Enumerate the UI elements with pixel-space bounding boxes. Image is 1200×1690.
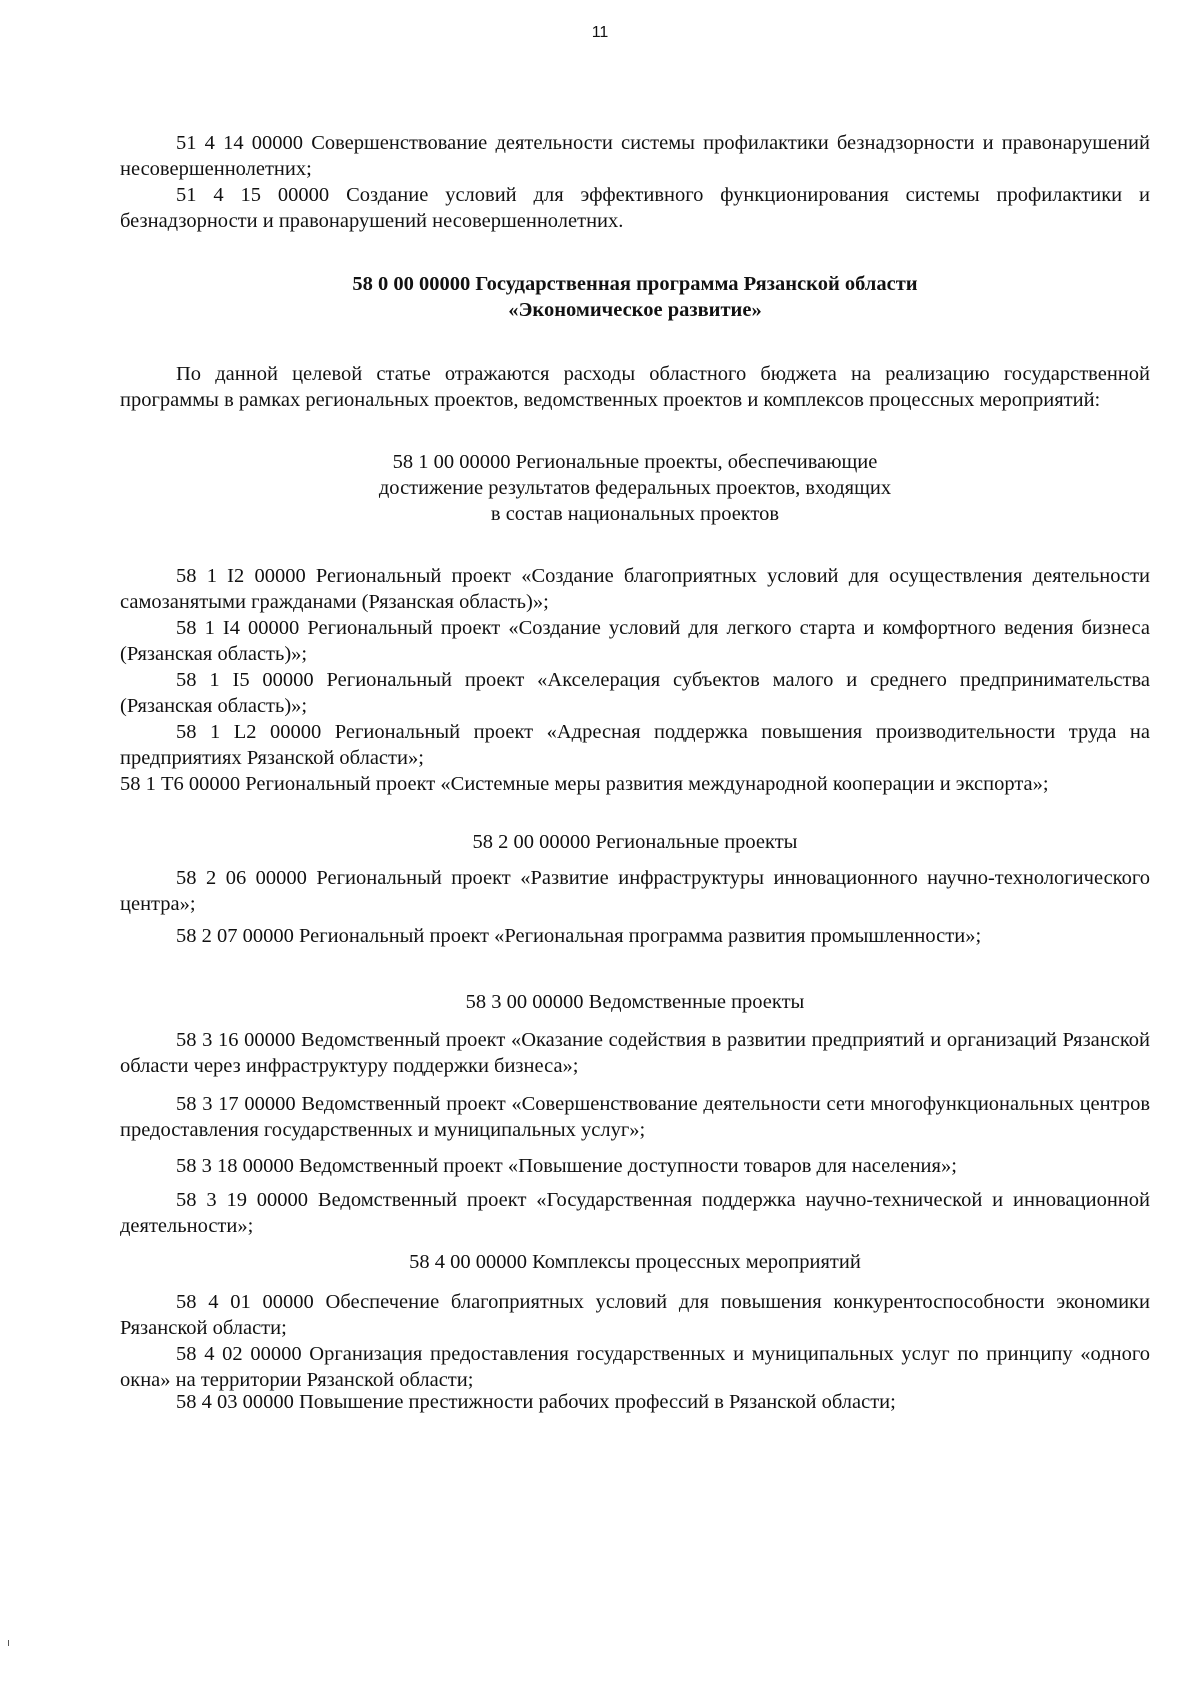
paragraph-58-2-06: 58 2 06 00000 Региональный проект «Развитие инфраструктуры инновационного научно-технологического центра»; xyxy=(120,867,1150,915)
paragraph-58-3-17: 58 3 17 00000 Ведомственный проект «Совершенствование деятельности сети многофункциональных центров предоставления государственных и муниципальных услуг»; xyxy=(120,1093,1150,1141)
section-heading-58-1-line-2: достижение результатов федеральных проектов, входящих xyxy=(378,477,892,499)
paragraph-51-4-14: 51 4 14 00000 Совершенствование деятельности системы профилактики безнадзорности и правонарушений несовершеннолетних; xyxy=(120,132,1150,180)
paragraph-58-3-16: 58 3 16 00000 Ведомственный проект «Оказание содействия в развитии предприятий и организаций Рязанской области через инфраструктуру поддержки бизнеса»; xyxy=(120,1029,1150,1077)
paragraph-58-2-07: 58 2 07 00000 Региональный проект «Региональная программа развития промышленности»; xyxy=(176,925,982,947)
program-title-line-2: «Экономическое развитие» xyxy=(508,299,762,321)
paragraph-58-4-03: 58 4 03 00000 Повышение престижности рабочих профессий в Рязанской области; xyxy=(176,1391,896,1413)
section-heading-58-2: 58 2 00 00000 Региональные проекты xyxy=(472,831,798,853)
page-number: 11 xyxy=(591,24,609,41)
paragraph-58-1-t6: 58 1 Т6 00000 Региональный проект «Системные меры развития международной кооперации и экспорта»; xyxy=(120,773,1049,795)
paragraph-58-4-02: 58 4 02 00000 Организация предоставления государственных и муниципальных услуг по принципу «одного окна» на территории Рязанской области; xyxy=(120,1343,1150,1391)
section-heading-58-1-line-1: 58 1 00 00000 Региональные проекты, обеспечивающие xyxy=(392,451,878,473)
paragraph-58-1-i4: 58 1 I4 00000 Региональный проект «Создание условий для легкого старта и комфортного ведения бизнеса (Рязанская область)»; xyxy=(120,617,1150,665)
paragraph-58-3-18: 58 3 18 00000 Ведомственный проект «Повышение доступности товаров для населения»; xyxy=(176,1155,957,1177)
section-heading-58-3: 58 3 00 00000 Ведомственные проекты xyxy=(465,991,805,1013)
paragraph-58-1-i5: 58 1 I5 00000 Региональный проект «Акселерация субъектов малого и среднего предпринимательства (Рязанская область)»; xyxy=(120,669,1150,717)
section-heading-58-1-line-3: в состав национальных проектов xyxy=(490,503,780,525)
paragraph-58-4-01: 58 4 01 00000 Обеспечение благоприятных условий для повышения конкурентоспособности экономики Рязанской области; xyxy=(120,1291,1150,1339)
section-heading-58-4: 58 4 00 00000 Комплексы процессных мероприятий xyxy=(409,1251,861,1273)
scan-edge-mark xyxy=(8,1640,9,1646)
paragraph-58-1-i2: 58 1 I2 00000 Региональный проект «Создание благоприятных условий для осуществления деятельности самозанятыми гражданами (Рязанская область)»; xyxy=(120,565,1150,613)
program-title-line-1: 58 0 00 00000 Государственная программа Рязанской области xyxy=(352,273,918,295)
intro-paragraph: По данной целевой статье отражаются расходы областного бюджета на реализацию государственной программы в рамках региональных проектов, ведомственных проектов и комплексов процессных мероприятий: xyxy=(120,363,1150,411)
paragraph-58-3-19: 58 3 19 00000 Ведомственный проект «Государственная поддержка научно-технической и инновационной деятельности»; xyxy=(120,1189,1150,1237)
paragraph-51-4-15: 51 4 15 00000 Создание условий для эффективного функционирования системы профилактики и безнадзорности и правонарушений несовершеннолетних. xyxy=(120,184,1150,232)
paragraph-58-1-l2: 58 1 L2 00000 Региональный проект «Адресная поддержка повышения производительности труда на предприятиях Рязанской области»; xyxy=(120,721,1150,769)
